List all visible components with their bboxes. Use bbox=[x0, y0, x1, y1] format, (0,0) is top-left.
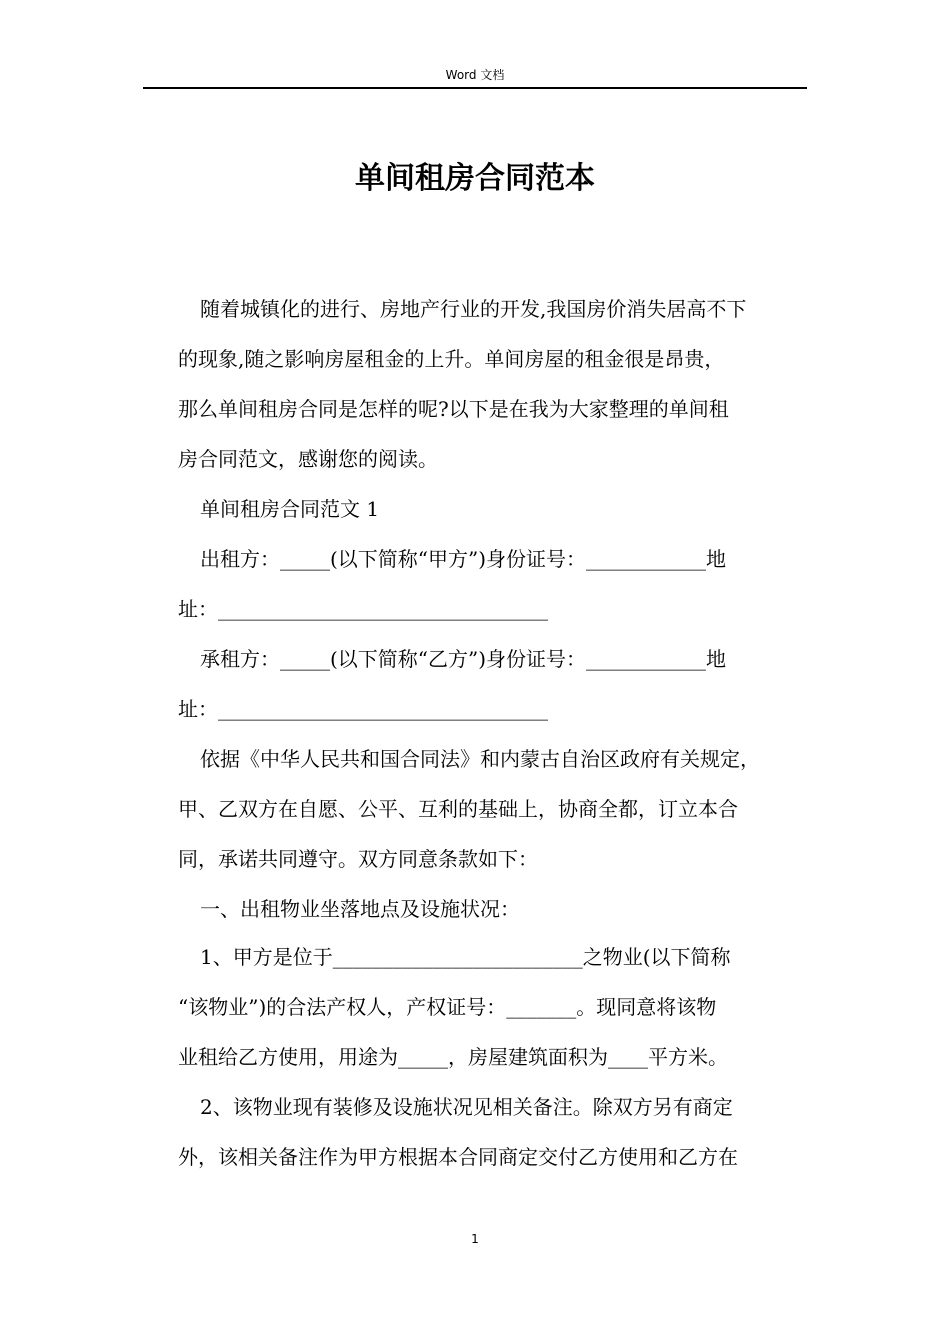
page-header: Word 文档 bbox=[445, 68, 505, 82]
paragraph-line: 出租方：_____(以下简称“甲方”)身份证号：____________地 bbox=[200, 547, 727, 571]
paragraph-line: 2、该物业现有装修及设施状况见相关备注。除双方另有商定 bbox=[200, 1095, 733, 1119]
paragraph-line: 址：_________________________________ bbox=[178, 697, 548, 721]
section-heading: 单间租房合同范文 1 bbox=[200, 497, 380, 521]
paragraph-line: 同，承诺共同遵守。双方同意条款如下： bbox=[178, 847, 538, 871]
paragraph-line: 房合同范文，感谢您的阅读。 bbox=[178, 447, 438, 471]
page-number: 1 bbox=[471, 1232, 479, 1246]
paragraph-line: 址：_________________________________ bbox=[178, 597, 548, 621]
document-title: 单间租房合同范本 bbox=[355, 161, 595, 196]
paragraph-line: 随着城镇化的进行、房地产行业的开发,我国房价消失居高不下 bbox=[200, 297, 747, 321]
paragraph-line: 业租给乙方使用，用途为_____，房屋建筑面积为____平方米。 bbox=[178, 1045, 728, 1069]
header-rule bbox=[143, 87, 807, 89]
paragraph-line: 1、甲方是位于_________________________之物业(以下简称 bbox=[200, 945, 731, 969]
paragraph-line: 的现象,随之影响房屋租金的上升。单间房屋的租金很是昂贵， bbox=[178, 347, 725, 371]
paragraph-line: “该物业”)的合法产权人，产权证号：_______。现同意将该物 bbox=[178, 995, 717, 1019]
paragraph-line: 承租方：_____(以下简称“乙方”)身份证号：____________地 bbox=[200, 647, 727, 671]
paragraph-line: 依据《中华人民共和国合同法》和内蒙古自治区政府有关规定， bbox=[200, 747, 760, 771]
paragraph-line: 那么单间租房合同是怎样的呢?以下是在我为大家整理的单间租 bbox=[178, 397, 729, 421]
paragraph-line: 甲、乙双方在自愿、公平、互利的基础上，协商全都，订立本合 bbox=[178, 797, 738, 821]
section-heading: 一、出租物业坐落地点及设施状况： bbox=[200, 897, 520, 921]
paragraph-line: 外，该相关备注作为甲方根据本合同商定交付乙方使用和乙方在 bbox=[178, 1145, 738, 1169]
